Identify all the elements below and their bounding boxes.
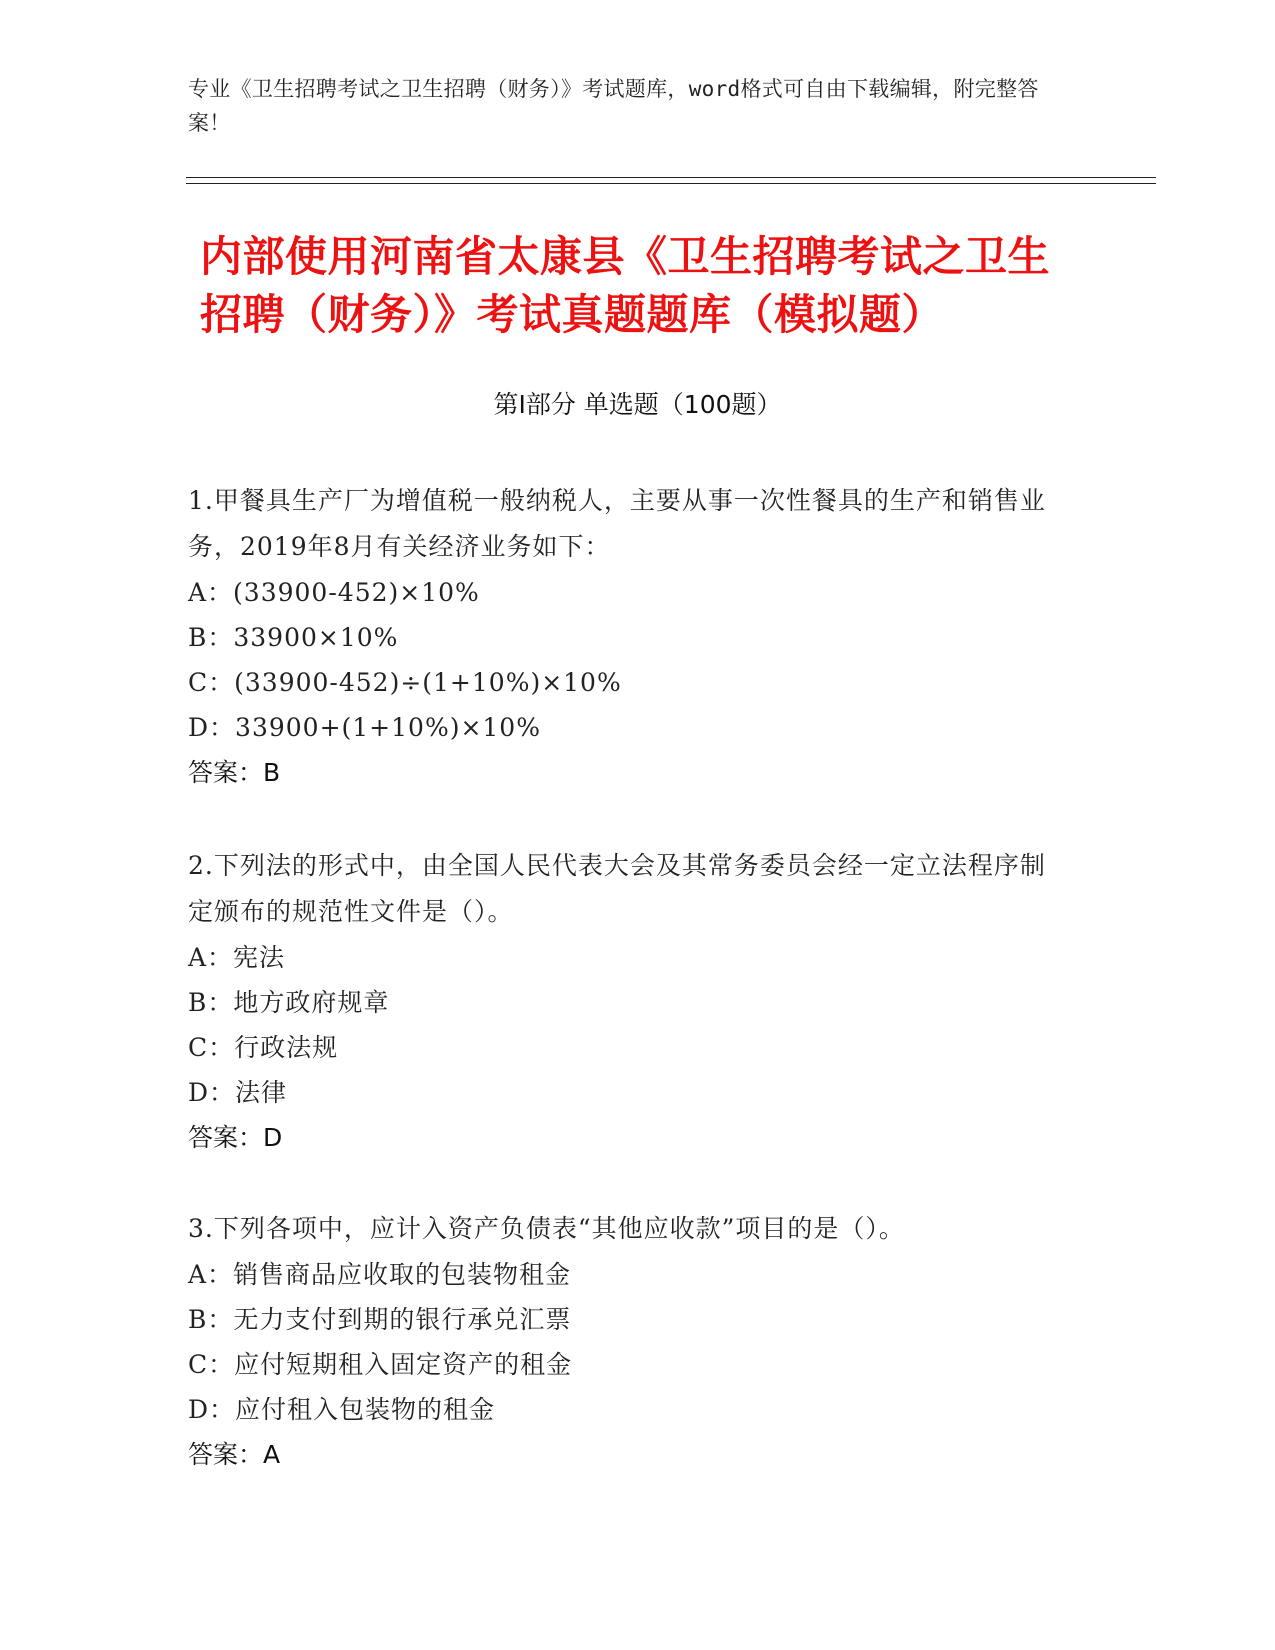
question-block [188, 843, 1068, 1161]
header-divider-bottom [186, 183, 1156, 184]
question-stem: 2.下列法的形式中，由全国人民代表大会及其常务委员会经一定立法程序制定颁布的规范性文件是（）。 [188, 851, 1046, 926]
document-title: 内部使用河南省太康县《卫生招聘考试之卫生招聘（财务）》考试真题题库（模拟题） [200, 232, 1051, 339]
section-heading: 第Ⅰ部分 单选题（100题） [493, 390, 782, 419]
answer-line: 答案：B [188, 758, 281, 787]
option-a: A：宪法 [188, 943, 286, 972]
option-b: B：33900×10% [188, 623, 399, 652]
header-note: 专业《卫生招聘考试之卫生招聘（财务）》考试题库，word格式可自由下载编辑，附完整答案！ [188, 77, 1039, 135]
answer-line: 答案：A [188, 1440, 281, 1469]
answer-line: 答案：D [188, 1123, 283, 1152]
question-stem: 1.甲餐具生产厂为增值税一般纳税人，主要从事一次性餐具的生产和销售业务，2019年8月有关经济业务如下： [188, 486, 1046, 561]
option-d: D：法律 [188, 1078, 288, 1107]
question-stem: 3.下列各项中，应计入资产负债表“其他应收款”项目的是（）。 [188, 1214, 905, 1243]
question-block [188, 1206, 1068, 1478]
option-c: C：应付短期租入固定资产的租金 [188, 1350, 573, 1379]
question-block [188, 478, 1068, 796]
option-d: D：33900+(1+10%)×10% [188, 713, 541, 742]
option-a: A：销售商品应收取的包装物租金 [188, 1260, 572, 1289]
option-c: C：行政法规 [188, 1033, 339, 1062]
option-c: C：(33900-452)÷(1+10%)×10% [188, 668, 622, 697]
option-d: D：应付租入包装物的租金 [188, 1395, 496, 1424]
header-divider-top [186, 177, 1156, 178]
option-b: B：地方政府规章 [188, 988, 390, 1017]
option-a: A：(33900-452)×10% [188, 578, 480, 607]
option-b: B：无力支付到期的银行承兑汇票 [188, 1305, 572, 1334]
